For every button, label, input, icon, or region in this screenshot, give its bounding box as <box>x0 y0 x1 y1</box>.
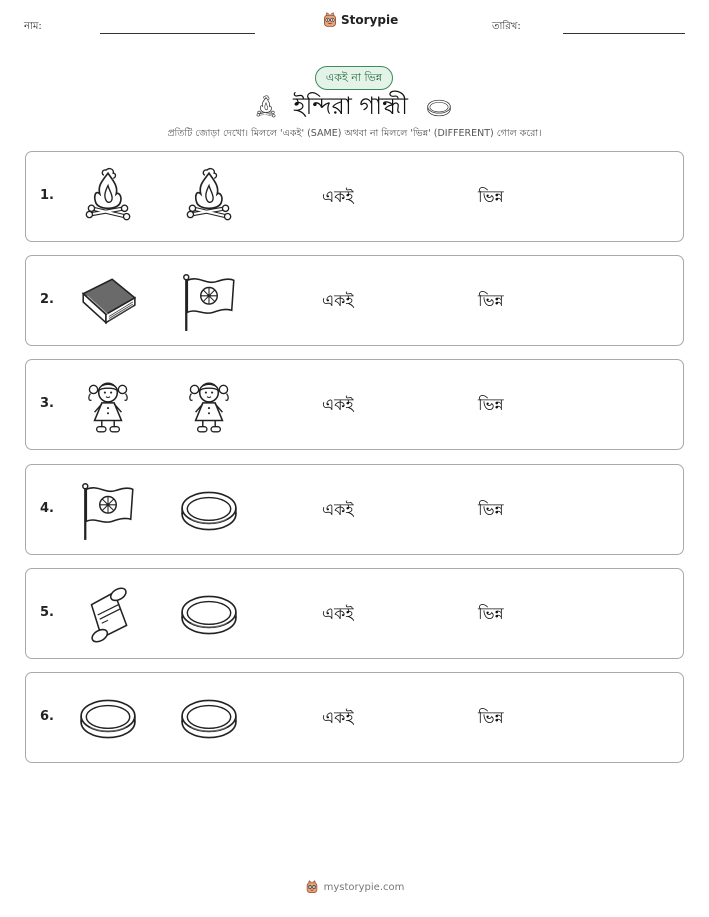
different-option[interactable]: ভিন্ন <box>478 500 504 519</box>
ring-icon <box>178 480 240 542</box>
same-option[interactable]: একই <box>322 395 354 414</box>
flag-icon <box>77 480 139 542</box>
different-option[interactable]: ভিন্ন <box>478 187 504 206</box>
ring-icon <box>178 688 240 750</box>
book-icon <box>77 271 139 333</box>
mascot-icon <box>322 12 338 28</box>
ring-icon <box>178 584 240 646</box>
campfire-icon <box>77 167 139 229</box>
question-row <box>25 464 684 555</box>
same-option[interactable]: একই <box>322 187 354 206</box>
same-option[interactable]: একই <box>322 291 354 310</box>
instructions: প্রতিটি জোড়া দেখো। মিললে 'একই' (SAME) অথবা না মিললে 'ভিন্ন' (DIFFERENT) গোল করো। <box>167 128 542 139</box>
different-option[interactable]: ভিন্ন <box>478 291 504 310</box>
same-option[interactable]: একই <box>322 708 354 727</box>
doll-icon <box>178 375 240 437</box>
same-option[interactable]: একই <box>322 604 354 623</box>
question-row <box>25 359 684 450</box>
activity-tag: একই না ভিন্ন <box>315 66 393 90</box>
question-row <box>25 672 684 763</box>
page-title: ইন্দিরা গান্ধী <box>293 92 408 120</box>
brand-logo <box>322 12 398 28</box>
brand-name: Storypie <box>341 13 399 27</box>
date-label: তারিখ: <box>492 21 521 32</box>
flag-icon <box>178 271 240 333</box>
question-number: 4. <box>40 501 54 516</box>
question-number: 2. <box>40 292 54 307</box>
scroll-icon <box>77 584 139 646</box>
question-row <box>25 255 684 346</box>
doll-icon <box>77 375 139 437</box>
campfire-icon <box>253 93 279 123</box>
question-number: 3. <box>40 396 54 411</box>
campfire-icon <box>178 167 240 229</box>
question-number: 5. <box>40 605 54 620</box>
footer <box>0 880 709 894</box>
question-row <box>25 568 684 659</box>
title-row <box>0 88 709 128</box>
different-option[interactable]: ভিন্ন <box>478 708 504 727</box>
ring-icon <box>77 688 139 750</box>
name-label: নাম: <box>24 21 42 32</box>
different-option[interactable]: ভিন্ন <box>478 395 504 414</box>
question-number: 6. <box>40 709 54 724</box>
same-option[interactable]: একই <box>322 500 354 519</box>
ring-icon <box>422 95 456 121</box>
mascot-icon <box>305 880 319 894</box>
question-number: 1. <box>40 188 54 203</box>
question-row <box>25 151 684 242</box>
different-option[interactable]: ভিন্ন <box>478 604 504 623</box>
footer-site: mystorypie.com <box>323 881 405 893</box>
date-line[interactable] <box>563 33 685 34</box>
name-line[interactable] <box>100 33 255 34</box>
